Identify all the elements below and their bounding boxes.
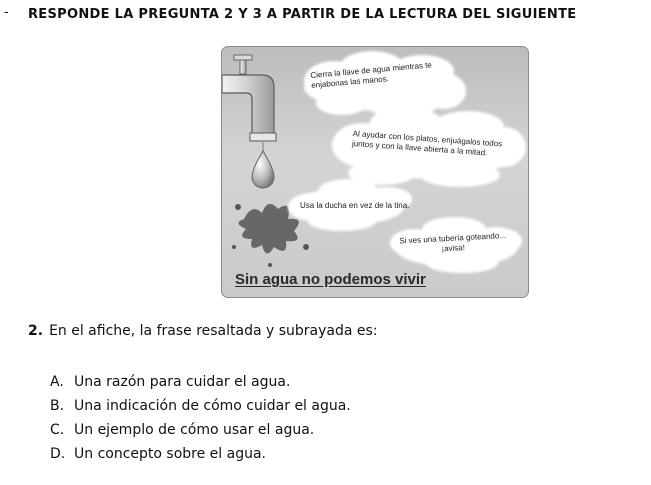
option-d-letter: D. — [50, 446, 66, 462]
option-b[interactable] — [50, 394, 351, 418]
cloud-text-4: Si ves una tubería goteando... ¡avisa! — [399, 230, 507, 254]
question-2 — [28, 323, 378, 339]
cloud-text-1: Cierra la llave de agua mientras te enjabonas las manos. — [310, 60, 433, 90]
instruction-header: RESPONDE LA PREGUNTA 2 Y 3 A PARTIR DE LA LECTURA DEL SIGUIENTE — [28, 7, 577, 22]
option-c[interactable] — [50, 418, 351, 442]
question-number: 2. — [28, 323, 44, 339]
option-a-text: Una razón para cuidar el agua. — [74, 374, 291, 390]
water-poster — [221, 46, 529, 298]
poster-slogan: Sin agua no podemos vivir — [235, 271, 426, 288]
option-d[interactable] — [50, 442, 351, 466]
option-c-letter: C. — [50, 422, 65, 438]
option-b-text: Una indicación de cómo cuidar el agua. — [74, 398, 351, 414]
option-a[interactable] — [50, 370, 351, 394]
faucet-icon — [222, 55, 276, 141]
option-c-text: Un ejemplo de cómo usar el agua. — [74, 422, 315, 438]
cloud-text-2: Al ayudar con los platos, enjuágalos todos juntos y con la llave abierta a la mitad. — [351, 129, 503, 158]
question-text: En el afiche, la frase resaltada y subrayada es: — [49, 323, 378, 339]
bullet-marker: - — [4, 5, 9, 20]
water-drop-icon — [252, 151, 274, 188]
option-b-letter: B. — [50, 398, 65, 414]
option-d-text: Un concepto sobre el agua. — [74, 446, 266, 462]
cloud-text-3: Usa la ducha en vez de la tina. — [300, 201, 410, 210]
answer-options — [50, 370, 351, 466]
option-a-letter: A. — [50, 374, 64, 390]
